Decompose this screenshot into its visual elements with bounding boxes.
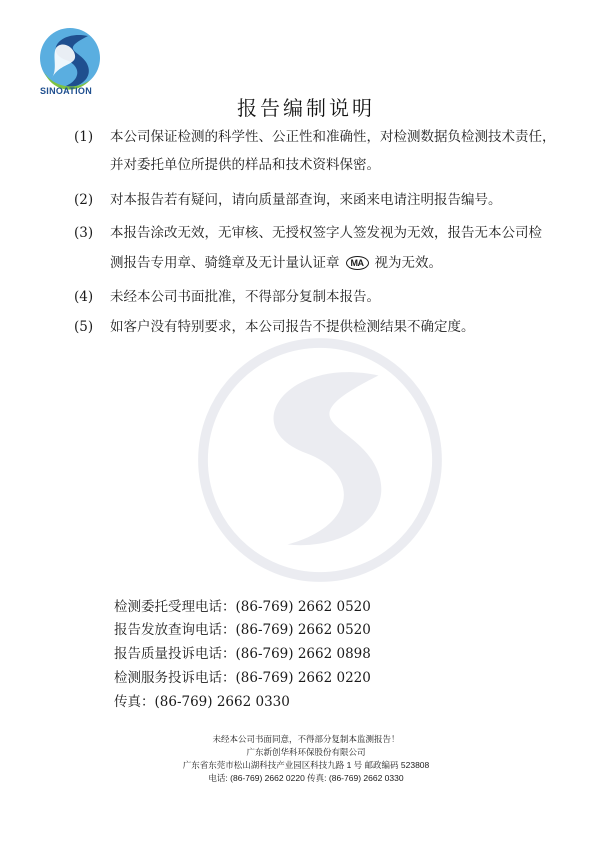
contact-quality-complaint: 报告质量投诉电话：(86-769) 2662 0898 (114, 646, 371, 662)
item-text: 并对委托单位所提供的样品和技术资料保密。 (110, 157, 380, 173)
contact-entrust: 检测委托受理电话：(86-769) 2662 0520 (114, 599, 371, 615)
contact-fax: 传真：(86-769) 2662 0330 (114, 694, 290, 710)
footer-address: 广东省东莞市松山湖科技产业园区科技九路 1 号 邮政编码 523808 (182, 760, 430, 770)
list-item-2 (0, 187, 612, 213)
list-item-1 (0, 124, 612, 176)
item-text: 未经本公司书面批准，不得部分复制本报告。 (110, 289, 380, 305)
list-item-4 (0, 284, 612, 310)
item-text: 本公司保证检测的科学性、公正性和准确性，对检测数据负检测技术责任， (110, 129, 556, 145)
logo-text: SINOATION (39, 86, 93, 96)
item-number: (3) (74, 225, 94, 241)
contact-service-complaint: 检测服务投诉电话：(86-769) 2662 0220 (114, 670, 371, 686)
item-text: 本报告涂改无效，无审核、无授权签字人签发视为无效，报告无本公司检 (110, 225, 542, 241)
list-item-3 (0, 220, 612, 276)
page-title: 报告编制说明 (237, 96, 375, 120)
contact-query: 报告发放查询电话：(86-769) 2662 0520 (114, 622, 371, 638)
item-text: 如客户没有特别要求，本公司报告不提供检测结果不确定度。 (110, 319, 475, 335)
item-text: 对本报告若有疑问，请向质量部查询，来函来电请注明报告编号。 (110, 192, 502, 208)
item-text: 测报告专用章、骑缝章及无计量认证章 (110, 255, 340, 271)
item-number: (5) (74, 319, 94, 335)
item-text: 视为无效。 (374, 255, 442, 271)
footer-notice: 未经本公司书面同意，不得部分复制本监测报告！ (212, 734, 400, 744)
item-text-line-2 (110, 250, 442, 276)
ma-certification-mark: MA (346, 256, 369, 270)
footer-company: 广东新创华科环保股份有限公司 (246, 747, 366, 757)
item-number: (2) (74, 192, 94, 208)
watermark-logo-icon (190, 330, 450, 590)
item-number: (4) (74, 289, 94, 305)
footer-phones: 电话: (86-769) 2662 0220 传真: (86-769) 2662 0330 (208, 773, 404, 783)
item-number: (1) (74, 129, 94, 145)
list-item-5 (0, 314, 612, 340)
